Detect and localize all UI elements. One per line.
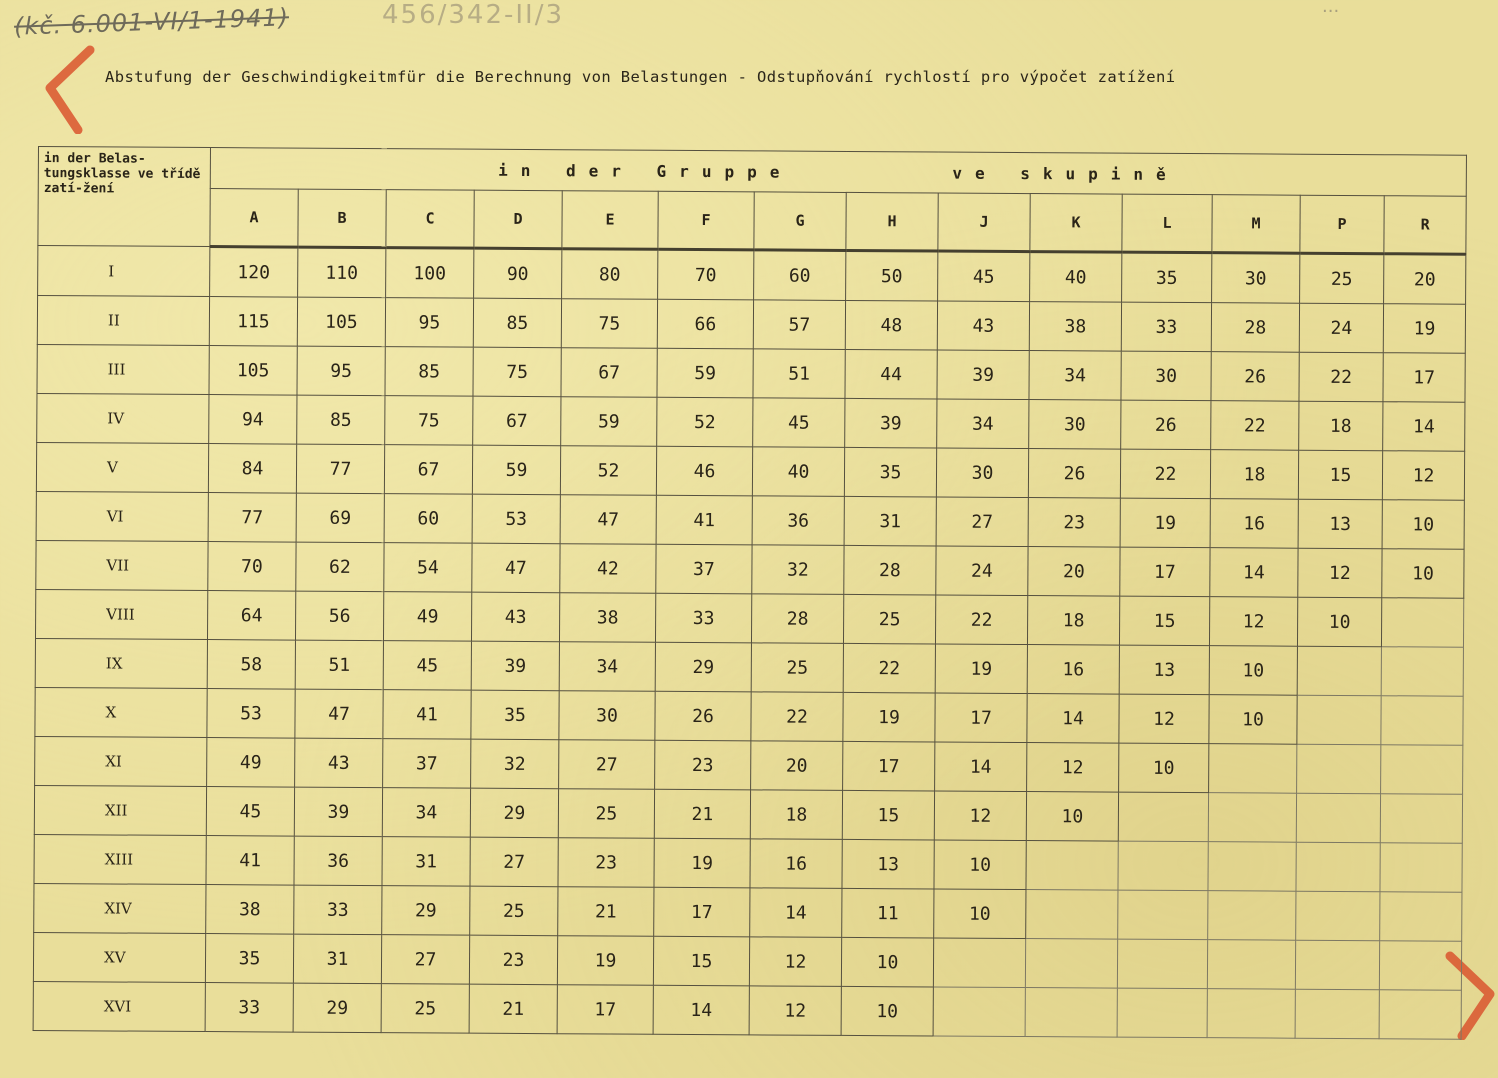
- table-cell: 18: [1027, 596, 1119, 646]
- table-cell: 45: [206, 787, 294, 837]
- table-cell: 12: [749, 937, 841, 987]
- column-header-b: B: [298, 189, 386, 248]
- table-cell: 30: [1121, 351, 1211, 401]
- table-cell: 23: [1028, 498, 1120, 548]
- table-cell: 14: [1383, 402, 1465, 452]
- table-cell: 18: [1210, 450, 1298, 500]
- table-cell: 59: [657, 348, 753, 398]
- table-cell: 29: [382, 886, 470, 936]
- column-header-m: M: [1212, 195, 1300, 254]
- table-cell: 53: [207, 689, 295, 739]
- table-cell: 32: [752, 545, 844, 595]
- row-label: XI: [35, 736, 207, 786]
- row-label: VI: [36, 491, 208, 541]
- table-cell: [1296, 842, 1380, 892]
- table-cell: 24: [936, 546, 1028, 596]
- table-cell: 30: [1029, 400, 1121, 450]
- table-cell: 19: [935, 644, 1027, 694]
- table-cell: [933, 987, 1025, 1037]
- table-cell: 47: [560, 495, 656, 545]
- table-cell: 20: [1028, 547, 1120, 597]
- table-cell: 10: [934, 840, 1026, 890]
- table-cell: 120: [210, 247, 298, 298]
- pencil-reference: 456/342-II/3: [382, 0, 565, 30]
- row-label: IV: [37, 393, 209, 443]
- table-cell: 40: [1030, 252, 1122, 303]
- table-cell: 70: [658, 249, 754, 300]
- table-body: [33, 246, 1466, 1040]
- table-cell: 19: [843, 692, 935, 742]
- table-cell: 25: [843, 594, 935, 644]
- group-label-cs: ve skupině: [952, 163, 1179, 184]
- table-cell: [1118, 841, 1208, 891]
- table-cell: 26: [1028, 449, 1120, 499]
- table-cell: 30: [559, 691, 655, 741]
- column-header-d: D: [474, 190, 562, 249]
- table-cell: 25: [1300, 253, 1384, 304]
- table-cell: 17: [557, 985, 653, 1035]
- table-cell: 10: [1026, 792, 1118, 842]
- table-cell: 34: [1029, 351, 1121, 401]
- row-label: VII: [36, 540, 208, 590]
- table-cell: [1380, 843, 1462, 893]
- table-cell: 22: [1211, 401, 1299, 451]
- table-cell: 45: [753, 398, 845, 448]
- class-header: in der Belas-tungsklasse ve třídě zatí-žení: [38, 147, 211, 247]
- table-cell: 17: [843, 741, 935, 791]
- row-label: II: [37, 296, 209, 346]
- table-cell: 10: [1209, 695, 1297, 745]
- table-cell: 15: [1298, 450, 1382, 500]
- table-cell: 14: [653, 985, 749, 1035]
- table-cell: 34: [937, 399, 1029, 449]
- table-cell: [1379, 941, 1461, 991]
- table-row: [37, 344, 1465, 402]
- table-cell: 95: [385, 298, 473, 348]
- table-row: [36, 442, 1464, 500]
- table-cell: 57: [753, 300, 845, 350]
- table-cell: [1296, 891, 1380, 941]
- table-cell: 22: [843, 643, 935, 693]
- table-cell: 29: [293, 983, 381, 1033]
- table-cell: 75: [561, 299, 657, 349]
- table-cell: 13: [1119, 645, 1209, 695]
- table-cell: [1118, 890, 1208, 940]
- table-cell: 32: [471, 739, 559, 789]
- table-cell: 115: [209, 297, 297, 347]
- table-cell: 35: [205, 934, 293, 984]
- column-header-g: G: [754, 192, 846, 251]
- table-row: [36, 491, 1464, 549]
- table-cell: 66: [657, 299, 753, 349]
- table-cell: 77: [208, 493, 296, 543]
- table-cell: 13: [842, 839, 934, 889]
- table-cell: 11: [842, 888, 934, 938]
- table-cell: 105: [297, 297, 385, 347]
- table-cell: 85: [297, 395, 385, 445]
- table-cell: [1295, 989, 1379, 1039]
- table-cell: 49: [383, 592, 471, 642]
- table-cell: 59: [561, 397, 657, 447]
- table-cell: 23: [469, 935, 557, 985]
- table-cell: 19: [557, 936, 653, 986]
- table-cell: [1208, 891, 1296, 941]
- table-cell: 70: [208, 542, 296, 592]
- column-header-row: [38, 188, 1466, 255]
- table-cell: 20: [1384, 254, 1466, 305]
- table-cell: [1209, 744, 1297, 794]
- table-cell: 54: [384, 543, 472, 593]
- table-cell: 12: [934, 791, 1026, 841]
- table-cell: [1026, 890, 1118, 940]
- table-cell: 36: [752, 496, 844, 546]
- table-cell: 10: [841, 986, 933, 1036]
- table-cell: 18: [1299, 401, 1383, 451]
- table-cell: [933, 938, 1025, 988]
- table-cell: [1208, 793, 1296, 843]
- table-cell: 37: [383, 739, 471, 789]
- table-cell: 15: [653, 936, 749, 986]
- table-cell: 12: [1119, 694, 1209, 744]
- table-cell: [1207, 940, 1295, 990]
- table-cell: 75: [473, 347, 561, 397]
- table-cell: 60: [384, 494, 472, 544]
- table-cell: 14: [750, 888, 842, 938]
- table-cell: [1207, 989, 1295, 1039]
- column-header-f: F: [658, 191, 754, 250]
- table-cell: 12: [749, 986, 841, 1036]
- table-row: [35, 736, 1463, 794]
- table-cell: 110: [298, 247, 386, 298]
- document-title: Abstufung der Geschwindigkeitmfür die Berechnung von Belastungen - Odstupňování rychlostí pro výpočet zatížení: [105, 68, 1176, 86]
- table-cell: [1296, 793, 1380, 843]
- table-cell: 46: [656, 446, 752, 496]
- row-label: XIV: [34, 883, 206, 933]
- table-cell: [1381, 745, 1463, 795]
- column-header-l: L: [1122, 194, 1212, 253]
- table-cell: 22: [751, 692, 843, 742]
- table-cell: 41: [206, 836, 294, 886]
- table-cell: 23: [655, 740, 751, 790]
- table-cell: 48: [845, 300, 937, 350]
- crossed-reference: (kč. 6.001-VI/1-1941): [13, 3, 290, 41]
- table-cell: 43: [471, 592, 559, 642]
- table-cell: [1118, 792, 1208, 842]
- table-cell: 95: [297, 346, 385, 396]
- table-cell: 51: [295, 640, 383, 690]
- column-header-p: P: [1300, 195, 1384, 254]
- table-cell: 85: [385, 347, 473, 397]
- table-cell: 19: [1383, 304, 1465, 354]
- table-cell: 80: [562, 249, 658, 300]
- table-cell: 31: [293, 934, 381, 984]
- table-cell: 45: [938, 251, 1030, 302]
- table-cell: 39: [937, 350, 1029, 400]
- table-row: [37, 393, 1465, 451]
- table-cell: 15: [1119, 596, 1209, 646]
- column-header-k: K: [1030, 194, 1122, 253]
- table-cell: [1117, 988, 1207, 1038]
- table-cell: 43: [295, 738, 383, 788]
- table-cell: 37: [656, 544, 752, 594]
- table-cell: 36: [294, 836, 382, 886]
- column-header-a: A: [210, 189, 298, 248]
- table-cell: [1381, 647, 1463, 697]
- table-cell: 30: [936, 448, 1028, 498]
- table-cell: 27: [559, 740, 655, 790]
- table-cell: 90: [474, 248, 562, 299]
- table-cell: 10: [1209, 646, 1297, 696]
- table-cell: 25: [470, 886, 558, 936]
- row-label: IX: [35, 638, 207, 688]
- table-cell: 35: [471, 690, 559, 740]
- table-cell: 26: [1211, 352, 1299, 402]
- table-cell: [1025, 988, 1117, 1038]
- table-cell: 27: [381, 935, 469, 985]
- table-cell: 25: [381, 984, 469, 1034]
- table-cell: 33: [205, 983, 293, 1033]
- table-cell: [1380, 892, 1462, 942]
- table-cell: 38: [1029, 302, 1121, 352]
- table-cell: [1379, 990, 1461, 1040]
- table-cell: 12: [1382, 451, 1464, 501]
- column-header-h: H: [846, 192, 938, 251]
- table-cell: 43: [937, 301, 1029, 351]
- row-label: I: [38, 246, 210, 297]
- table-cell: [1381, 598, 1463, 648]
- table-cell: 58: [207, 640, 295, 690]
- table-cell: 51: [753, 349, 845, 399]
- table-cell: 40: [752, 447, 844, 497]
- table-cell: 26: [655, 691, 751, 741]
- row-label: VIII: [35, 589, 207, 639]
- table-cell: 14: [935, 742, 1027, 792]
- red-chevron-left-icon: [38, 44, 108, 134]
- table-cell: 19: [654, 838, 750, 888]
- table-cell: 77: [296, 444, 384, 494]
- table-cell: 19: [1120, 498, 1210, 548]
- group-label-de: in der Gruppe: [498, 160, 793, 182]
- table-cell: 35: [844, 447, 936, 497]
- table-row: [34, 834, 1462, 892]
- row-label: X: [35, 687, 207, 737]
- row-label: III: [37, 344, 209, 394]
- table-cell: 21: [654, 789, 750, 839]
- table-cell: 12: [1209, 597, 1297, 647]
- table-cell: 50: [846, 250, 938, 301]
- table-cell: [1295, 940, 1379, 990]
- table-cell: [1380, 794, 1462, 844]
- table-cell: 22: [1299, 352, 1383, 402]
- table-cell: 25: [558, 789, 654, 839]
- table-cell: 29: [655, 642, 751, 692]
- table-cell: 39: [294, 787, 382, 837]
- table-cell: 33: [1121, 302, 1211, 352]
- table-cell: 14: [1027, 694, 1119, 744]
- table-cell: [1026, 841, 1118, 891]
- table-cell: [1297, 744, 1381, 794]
- table-cell: 27: [470, 837, 558, 887]
- table-cell: 17: [1383, 353, 1465, 403]
- table-cell: 75: [385, 396, 473, 446]
- table-cell: 10: [1382, 549, 1464, 599]
- row-label: XII: [34, 785, 206, 835]
- table-cell: 100: [386, 248, 474, 299]
- table-row: [33, 932, 1461, 990]
- table-cell: [1297, 695, 1381, 745]
- row-label: V: [36, 442, 208, 492]
- column-header-c: C: [386, 190, 474, 249]
- table-cell: 27: [936, 497, 1028, 547]
- table-row: [34, 883, 1462, 941]
- table-cell: 20: [751, 741, 843, 791]
- table-row: [35, 638, 1463, 696]
- table-cell: 14: [1210, 548, 1298, 598]
- table-cell: [1297, 646, 1381, 696]
- table-cell: 15: [842, 790, 934, 840]
- table-cell: 56: [295, 591, 383, 641]
- table-row: [34, 785, 1462, 843]
- table-cell: [1025, 939, 1117, 989]
- table-cell: 47: [472, 543, 560, 593]
- table-cell: 67: [473, 396, 561, 446]
- table-cell: 16: [1210, 499, 1298, 549]
- table-row: [33, 981, 1461, 1039]
- table-cell: [1117, 939, 1207, 989]
- table-cell: 34: [382, 788, 470, 838]
- table-cell: 67: [384, 445, 472, 495]
- table-cell: 10: [1119, 743, 1209, 793]
- table-cell: 10: [841, 937, 933, 987]
- table-cell: 52: [560, 446, 656, 496]
- table-cell: 85: [473, 298, 561, 348]
- table-cell: 17: [1120, 547, 1210, 597]
- table-cell: 12: [1298, 548, 1382, 598]
- table-cell: 34: [559, 642, 655, 692]
- table-cell: 94: [209, 395, 297, 445]
- table-cell: 33: [294, 885, 382, 935]
- table-cell: 13: [1298, 499, 1382, 549]
- table-cell: 30: [1212, 253, 1300, 304]
- speed-table-wrapper: [33, 146, 1466, 1055]
- table-cell: 67: [561, 348, 657, 398]
- table-cell: 35: [1122, 252, 1212, 303]
- table-cell: 10: [1297, 597, 1381, 647]
- speed-table: [33, 146, 1468, 1040]
- table-cell: 10: [1382, 500, 1464, 550]
- table-cell: 12: [1027, 743, 1119, 793]
- table-cell: 17: [935, 693, 1027, 743]
- table-cell: 24: [1299, 303, 1383, 353]
- table-row: [35, 687, 1463, 745]
- table-cell: 33: [655, 593, 751, 643]
- table-cell: 22: [1120, 449, 1210, 499]
- table-cell: 29: [470, 788, 558, 838]
- row-label: XIII: [34, 834, 206, 884]
- table-cell: 18: [750, 790, 842, 840]
- table-cell: 28: [751, 594, 843, 644]
- table-cell: 60: [754, 250, 846, 301]
- table-cell: 52: [657, 397, 753, 447]
- table-row: [35, 589, 1463, 647]
- table-cell: 41: [656, 495, 752, 545]
- table-cell: 21: [558, 887, 654, 937]
- table-cell: 16: [750, 839, 842, 889]
- row-label: XV: [33, 932, 205, 982]
- table-cell: 23: [558, 838, 654, 888]
- column-header-e: E: [562, 191, 658, 250]
- column-header-r: R: [1384, 196, 1467, 255]
- table-cell: 45: [383, 641, 471, 691]
- table-cell: 47: [295, 689, 383, 739]
- table-cell: 22: [935, 595, 1027, 645]
- table-row: [37, 296, 1465, 354]
- table-cell: 16: [1027, 645, 1119, 695]
- row-label: XVI: [33, 981, 205, 1031]
- table-cell: 62: [296, 542, 384, 592]
- table-cell: [1208, 842, 1296, 892]
- table-cell: 28: [844, 545, 936, 595]
- table-cell: 69: [296, 493, 384, 543]
- table-cell: 42: [560, 544, 656, 594]
- table-cell: 105: [209, 346, 297, 396]
- table-cell: 64: [207, 591, 295, 641]
- table-row: [36, 540, 1464, 598]
- table-cell: 21: [469, 984, 557, 1034]
- table-cell: 44: [845, 349, 937, 399]
- column-header-j: J: [938, 193, 1030, 252]
- table-cell: [1381, 696, 1463, 746]
- table-cell: 84: [208, 444, 296, 494]
- table-cell: 17: [654, 887, 750, 937]
- table-cell: 38: [559, 593, 655, 643]
- table-cell: 39: [471, 641, 559, 691]
- table-cell: 39: [845, 398, 937, 448]
- corner-reference: ...: [1322, 0, 1340, 17]
- table-cell: 38: [206, 885, 294, 935]
- table-cell: 41: [383, 690, 471, 740]
- table-cell: 26: [1121, 400, 1211, 450]
- table-cell: 25: [751, 643, 843, 693]
- table-cell: 49: [207, 738, 295, 788]
- table-cell: 53: [472, 494, 560, 544]
- table-cell: 10: [934, 889, 1026, 939]
- table-cell: 28: [1211, 303, 1299, 353]
- table-cell: 59: [472, 445, 560, 495]
- table-cell: 31: [382, 837, 470, 887]
- table-row: [38, 246, 1466, 305]
- table-cell: 31: [844, 496, 936, 546]
